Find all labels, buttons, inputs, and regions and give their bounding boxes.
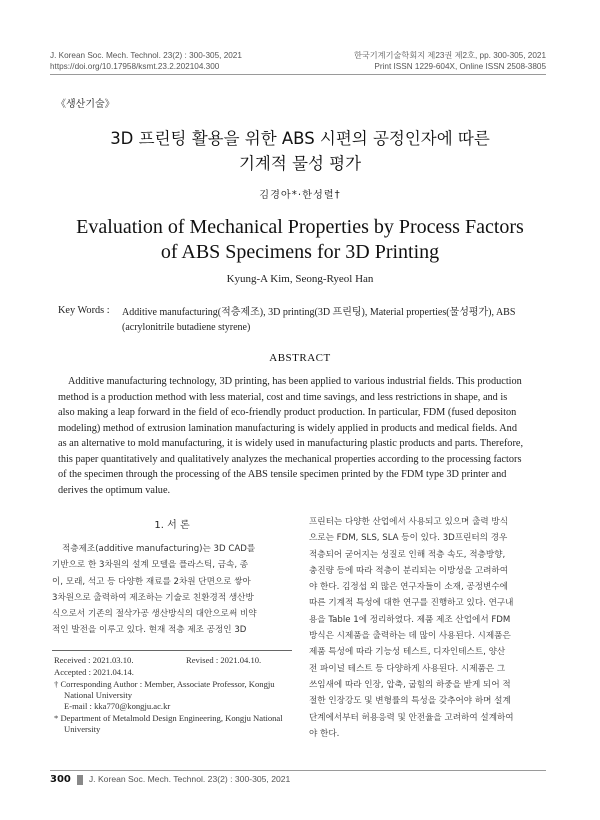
header-rule [50, 74, 546, 75]
authors-english: Kyung-A Kim, Seong-Ryeol Han [226, 273, 374, 285]
body-line: 방식은 시제품을 출력하는 데 많이 사용된다. 시제품은 [309, 631, 511, 642]
abstract-body [58, 374, 546, 498]
body-line: 쓰임새에 따라 인장, 압축, 굽힘의 하중을 받게 되어 적 [309, 679, 511, 690]
abstract-line: of the specimen through the processing of the ABS tensile specimen printed by the FDM type 3D printer and [58, 469, 507, 480]
section-heading-introduction: 1. 서 론 [154, 520, 190, 531]
body-line: 으로는 FDM, SLS, SLA 등이 있다. 3D프린터의 경우 [309, 533, 508, 544]
abstract-line: method is a production method with less material, cost and time savings, and less restrictions in shape, and is [58, 391, 508, 403]
body-line: 절한 인장강도 및 변형률의 특성을 갖추어야 하며 설계 [309, 696, 511, 707]
body-line: 적인 발전을 이루고 있다. 현재 적층 제조 공정인 3D [52, 625, 247, 636]
body-line: 3차원으로 출력하여 제조하는 기술로 친환경적 생산방 [52, 592, 254, 603]
abstract-line: Additive manufacturing technology, 3D printing, has been applied to various industrial fields. This production [68, 376, 522, 387]
doi-link[interactable]: https://doi.org/10.17958/ksmt.23.2.202104.300 [50, 62, 220, 71]
body-line: 전 파이널 테스트 등 다양하게 사용된다. 시제품은 그 [309, 663, 506, 674]
keywords-line: Additive manufacturing(적층제조), 3D printing(3D 프린팅), Material properties(물성평가), ABS [122, 307, 516, 318]
footnote-rule [52, 650, 292, 651]
body-line: 프린터는 다양한 산업에서 사용되고 있으며 출력 방식 [309, 517, 509, 527]
abstract-line: this paper quantitatively and qualitatively analyzes the mechanical properties according to the processing factors [58, 453, 522, 465]
keywords-list [122, 305, 547, 335]
body-line: 제품 특성에 따라 기능성 테스트, 디자인테스트, 양산 [309, 647, 506, 658]
title-english-line2: of ABS Specimens for 3D Printing [160, 241, 440, 263]
body-line: 야 한다. 김정섭 외 많은 연구자들이 소재, 공정변수에 [309, 582, 508, 593]
abstract-line: derives the optimum value. [58, 484, 171, 496]
keywords-line: (acrylonitrile butadiene styrene) [122, 322, 251, 333]
title-korean-line2: 기계적 물성 평가 [238, 154, 362, 173]
abstract-heading: ABSTRACT [269, 352, 331, 364]
body-line: 단계에서부터 허용응력 및 안전율을 고려하여 설계하여 [309, 712, 514, 723]
right-column-body [309, 514, 549, 742]
body-line: 적층제조(additive manufacturing)는 3D CAD를 [62, 544, 256, 554]
body-line: 용을 Table 1에 정리하였다. 제품 제조 산업에서 FDM [309, 614, 511, 625]
abstract-line: also making a leap forward in the field of eco-friendly product production. In particular, FDM (fused depositon [58, 407, 517, 418]
authors-korean: 김경아*·한성렬† [259, 190, 341, 201]
footer-rule [50, 770, 546, 771]
revised-date: Revised : 2021.04.10. [186, 655, 262, 665]
abstract-line: modeling) method of extrusion lamination manufacturing is widely applied in products and medical fields. And [58, 422, 517, 434]
issn-info: Print ISSN 1229-604X, Online ISSN 2508-3805 [374, 62, 546, 71]
title-korean-line1: 3D 프린팅 활용을 위한 ABS 시편의 공정인자에 따른 [110, 129, 490, 148]
author-email[interactable]: E-mail : kka770@kongju.ac.kr [64, 701, 171, 711]
department-note-cont: University [64, 724, 101, 734]
department-note: * Department of Metalmold Design Engineering, Kongju National [54, 713, 283, 723]
footer-journal: J. Korean Soc. Mech. Technol. 23(2) : 300-305, 2021 [88, 774, 291, 784]
keywords-label: Key Words : [58, 305, 110, 316]
body-line: 따른 기계적 특성에 대한 연구를 진행하고 있다. 연구내 [309, 598, 514, 609]
corresponding-author: † Corresponding Author : Member, Associate Professor, Kongju [54, 679, 275, 689]
accepted-date: Accepted : 2021.04.14. [54, 667, 134, 677]
footer-divider [77, 775, 83, 785]
abstract-line: as an alternative to mold manufacturing, it is widely used in manufacturing plastic products and parts. Therefore, [58, 438, 524, 449]
body-line: 식으로서 기존의 절삭가공 생산방식의 대안으로써 비약 [52, 609, 257, 620]
left-column-body [52, 541, 292, 639]
title-english-line1: Evaluation of Mechanical Properties by Process Factors [76, 216, 524, 238]
journal-citation-left: J. Korean Soc. Mech. Technol. 23(2) : 300-305, 2021 [50, 51, 242, 60]
page-footer [50, 774, 290, 785]
body-line: 충진량 등에 따라 적층이 분리되는 이방성을 고려하여 [309, 565, 509, 576]
corresponding-author-affiliation: National University [64, 690, 133, 700]
body-line: 야 한다. [309, 728, 340, 739]
received-date: Received : 2021.03.10. [54, 655, 134, 665]
category-label: 《생산기술》 [56, 99, 115, 110]
body-line: 적층되어 굳어지는 성질로 인해 적층 속도, 적층방향, [309, 549, 506, 560]
journal-citation-right: 한국기계기술학회지 제23권 제2호, pp. 300-305, 2021 [353, 51, 546, 60]
page-number: 300 [50, 774, 71, 785]
body-line: 기반으로 한 3차원의 설계 모델을 플라스틱, 금속, 종 [52, 560, 249, 571]
body-line: 이, 모래, 석고 등 다양한 재료를 2차원 단면으로 쌓아 [52, 576, 251, 587]
